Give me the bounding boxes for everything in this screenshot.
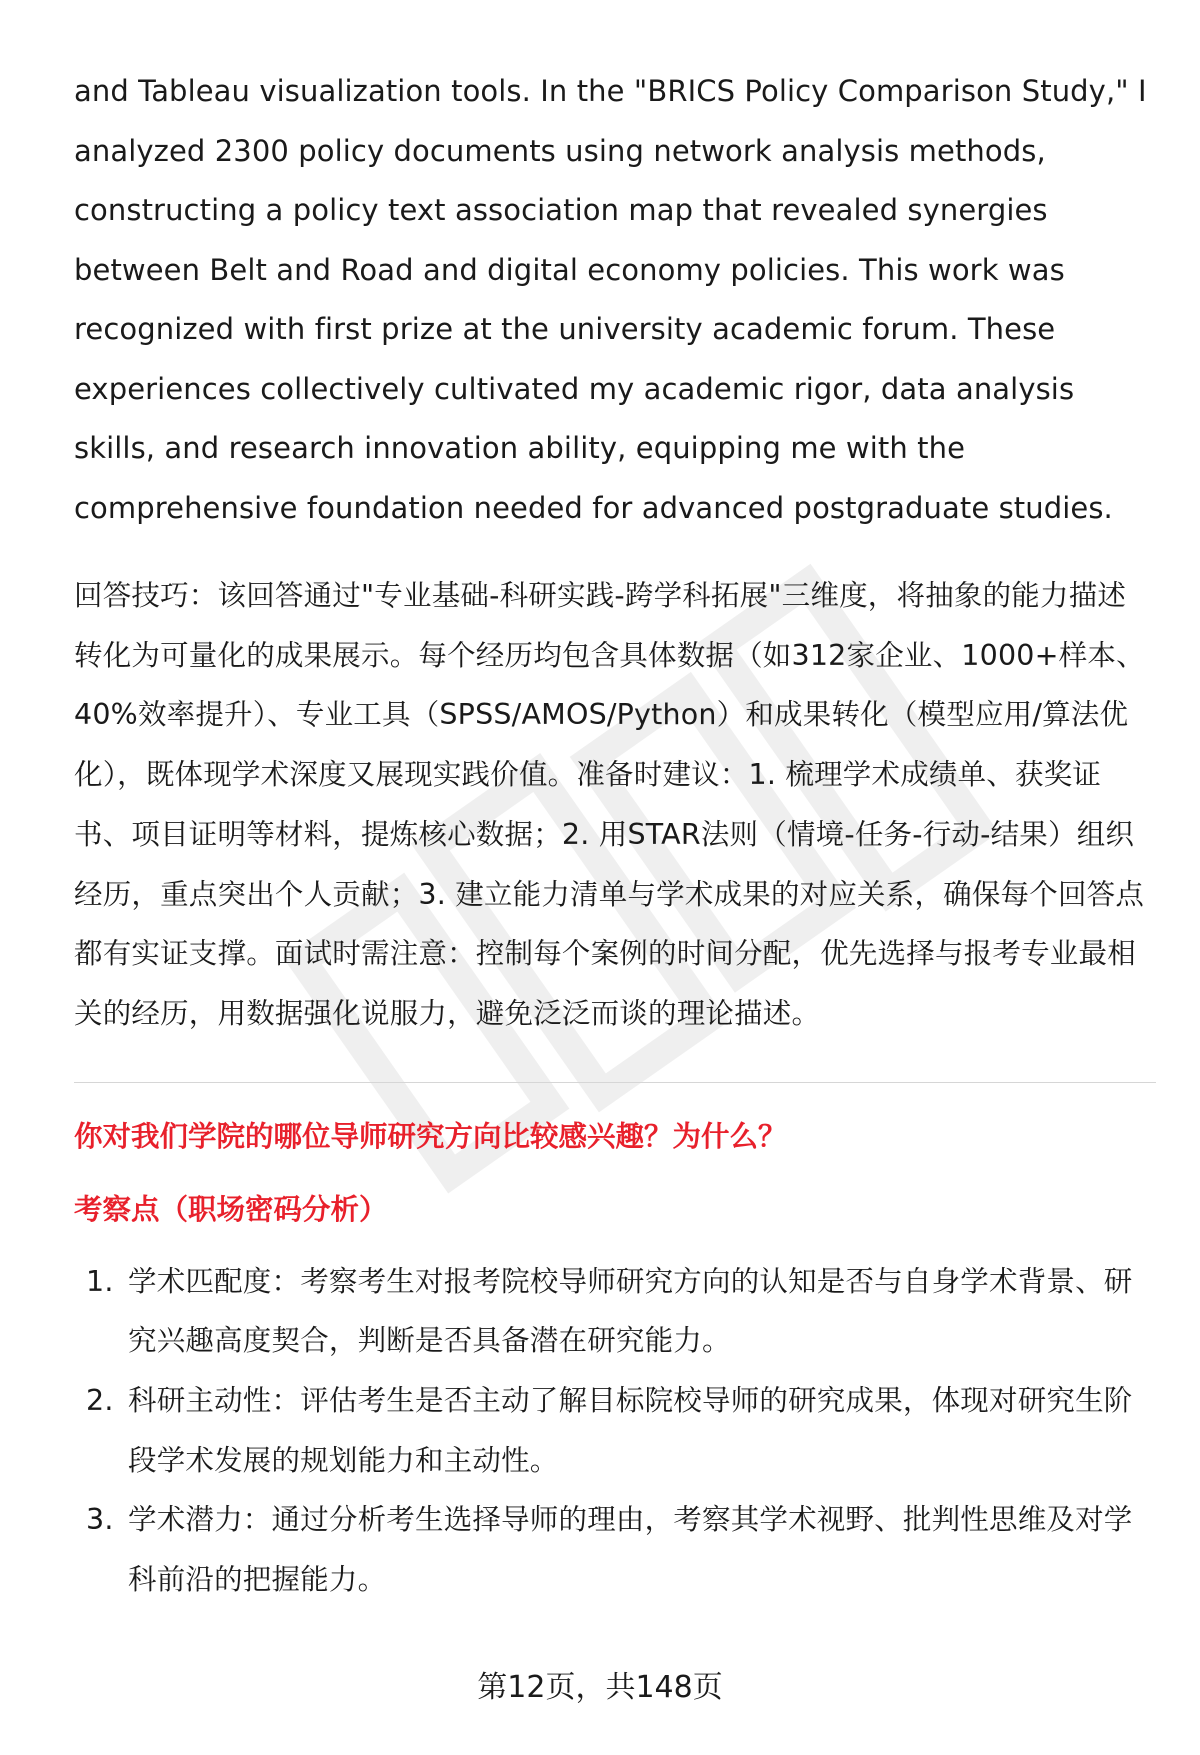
list-item-text: 学术潜力：通过分析考生选择导师的理由，考察其学术视野、批判性思维及对学科前沿的把握能力。: [128, 1503, 1133, 1597]
list-item: [74, 1490, 1154, 1609]
list-item-text: 学术匹配度：考察考生对报考院校导师研究方向的认知是否与自身学术背景、研究兴趣高度契合，判断是否具备潜在研究能力。: [128, 1264, 1133, 1358]
list-item-number: 3.: [86, 1503, 114, 1537]
list-item-text: 科研主动性：评估考生是否主动了解目标院校导师的研究成果，体现对研究生阶段学术发展的规划能力和主动性。: [128, 1384, 1133, 1477]
document-page: [74, 62, 1154, 1610]
list-item-number: 2.: [86, 1384, 114, 1418]
list-item: [74, 1252, 1154, 1371]
section-divider: [74, 1082, 1156, 1083]
body-paragraph: and Tableau visualization tools. In the "BRICS Policy Comparison Study," I analyzed 2300 policy documents using network analysis methods, constructing a policy text association map that revealed synergies between Belt and Road and digital economy policies. This work was recognized with first prize at the university academic forum. These experiences collectively cultivated my academic rigor, data analysis skills, and research innovation ability, equipping me with the comprehensive foundation needed for advanced postgraduate studies.: [74, 74, 1147, 525]
interview-question: 你对我们学院的哪位导师研究方向比较感兴趣？为什么？: [74, 1119, 787, 1153]
assessment-points-title: 考察点（职场密码分析）: [74, 1192, 388, 1226]
answer-tips-paragraph: 回答技巧：该回答通过"专业基础-科研实践-跨学科拓展"三维度，将抽象的能力描述转化为可量化的成果展示。每个经历均包含具体数据（如312家企业、1000+样本、40%效率提升）、专业工具（SPSS/AMOS/Python）和成果转化（模型应用/算法优化），既体现学术深度又展现实践价值。准备时建议：1. 梳理学术成绩单、获奖证书、项目证明等材料，提炼核心数据；2. 用STAR法则（情境-任务-行动-结果）组织经历，重点突出个人贡献；3. 建立能力清单与学术成果的对应关系，确保每个回答点都有实证支撑。面试时需注意：控制每个案例的时间分配，优先选择与报考专业最相关的经历，用数据强化说服力，避免泛泛而谈的理论描述。: [74, 579, 1145, 1030]
page-number-footer: 第12页，共148页: [477, 1670, 723, 1705]
list-item-number: 1.: [86, 1264, 114, 1298]
assessment-points-list: [74, 1252, 1154, 1610]
list-item: [74, 1371, 1154, 1490]
